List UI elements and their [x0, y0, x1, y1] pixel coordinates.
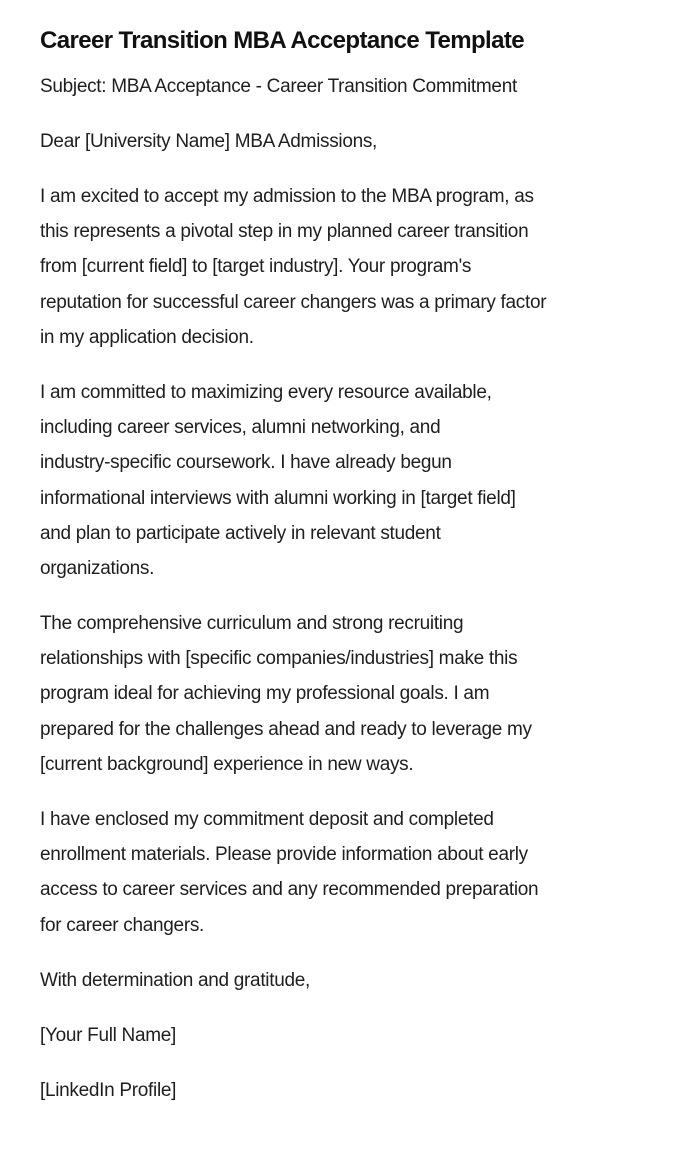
paragraph-line: I am excited to accept my admission to the MBA program, as [40, 186, 534, 207]
signature-name [40, 1018, 176, 1053]
paragraph-line: access to career services and any recommended preparation [40, 879, 539, 901]
paragraph-line: [current background] experience in new ways. [40, 753, 414, 775]
page-title: Career Transition MBA Acceptance Template [40, 27, 524, 54]
paragraph-line: I am committed to maximizing every resource available, [40, 382, 492, 403]
paragraph-line: industry-specific coursework. I have already begun [40, 452, 452, 474]
closing-text: With determination and gratitude, [40, 970, 310, 991]
subject-line [40, 69, 517, 104]
paragraph-line: I have enclosed my commitment deposit and completed [40, 809, 494, 830]
salutation [40, 124, 377, 159]
paragraph-commitment [40, 375, 516, 586]
paragraph-line: informational interviews with alumni working in [target field] [40, 487, 516, 509]
closing [40, 963, 310, 998]
paragraph-line: and plan to participate actively in relevant student [40, 522, 441, 544]
paragraph-line: from [current field] to [target industry]. Your program's [40, 256, 472, 278]
paragraph-line: in my application decision. [40, 326, 254, 348]
paragraph-line: The comprehensive curriculum and strong recruiting [40, 613, 464, 634]
paragraph-line: this represents a pivotal step in my planned career transition [40, 221, 529, 243]
paragraph-curriculum [40, 606, 532, 782]
salutation-text: Dear [University Name] MBA Admissions, [40, 131, 378, 152]
paragraph-line: for career changers. [40, 914, 205, 936]
paragraph-enclosures [40, 802, 538, 943]
subject-text: Subject: MBA Acceptance - Career Transition Commitment [40, 76, 517, 97]
paragraph-line: reputation for successful career changers was a primary factor [40, 291, 547, 313]
paragraph-line: relationships with [specific companies/industries] make this [40, 648, 518, 670]
signature-name-text: [Your Full Name] [40, 1025, 177, 1046]
paragraph-line: prepared for the challenges ahead and ready to leverage my [40, 718, 532, 740]
paragraph-line: program ideal for achieving my professional goals. I am [40, 683, 490, 705]
paragraph-line: enrollment materials. Please provide information about early [40, 844, 528, 866]
paragraph-acceptance [40, 179, 546, 355]
signature-profile [40, 1073, 176, 1108]
paragraph-line: organizations. [40, 558, 155, 580]
signature-profile-text: [LinkedIn Profile] [40, 1080, 177, 1101]
paragraph-line: including career services, alumni networking, and [40, 417, 441, 439]
